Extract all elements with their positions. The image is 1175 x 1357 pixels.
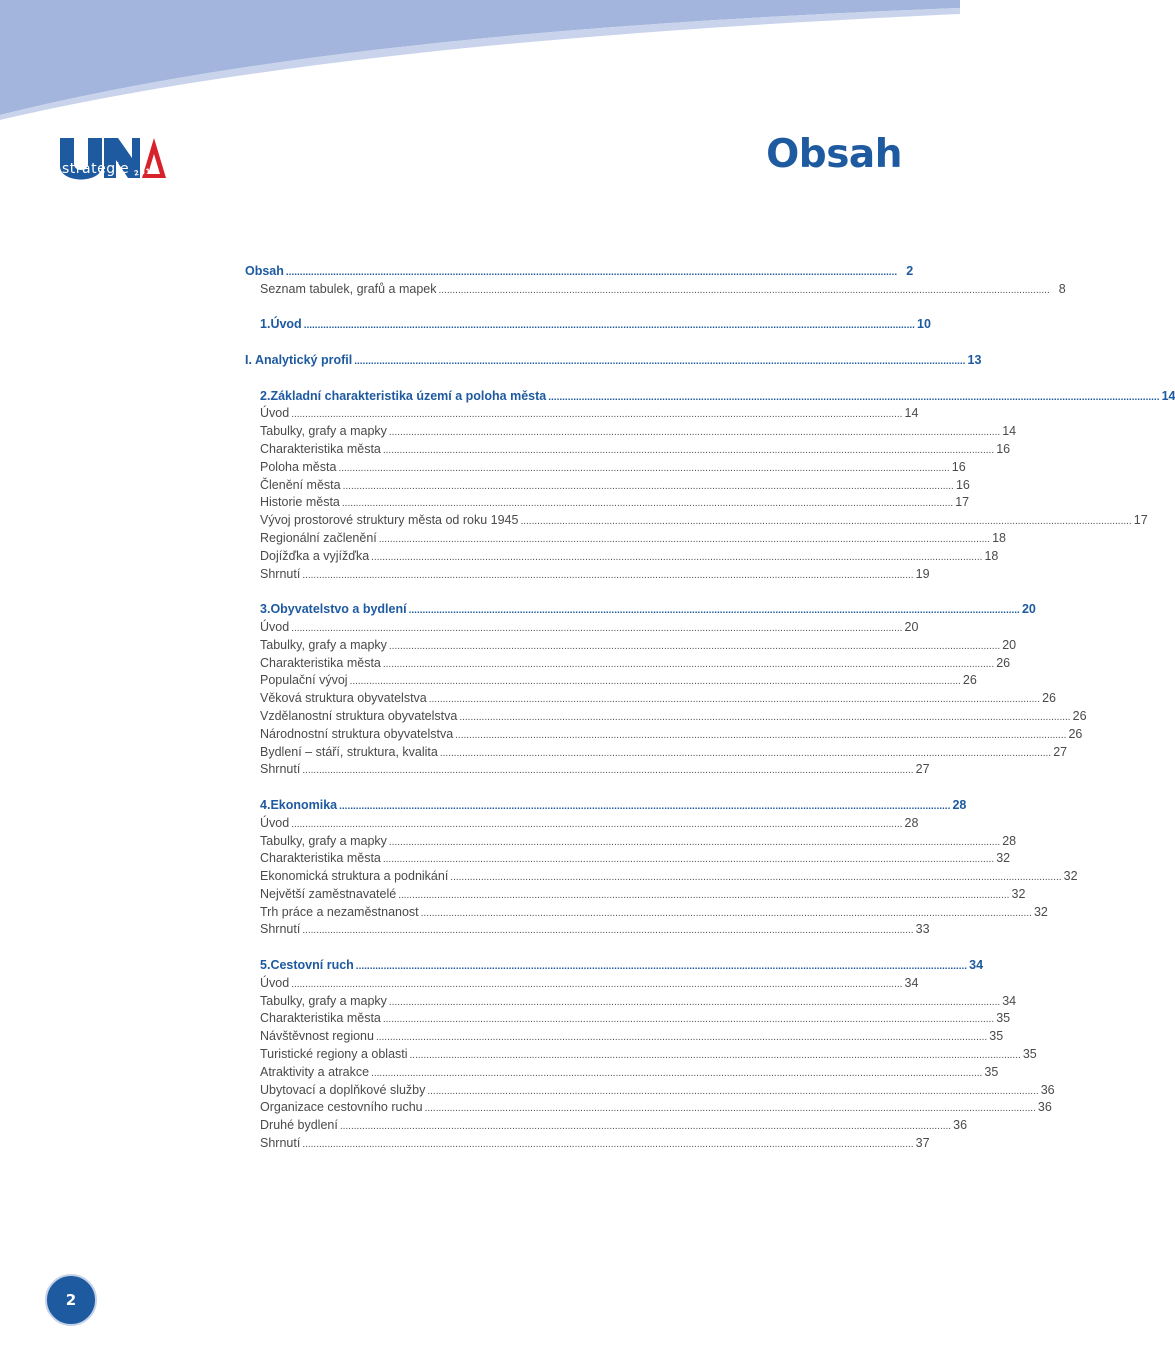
toc-entry[interactable]: [245, 904, 1048, 922]
toc-entry[interactable]: [245, 1135, 930, 1153]
toc-entry[interactable]: [245, 850, 1011, 868]
toc-entry-label: Vzdělanostní struktura obyvatelstva: [260, 708, 458, 723]
toc-entry-label: Návštěvnost regionu: [260, 1029, 374, 1044]
toc-dot-leader: ............................................................................................................................................................................................................................: [428, 694, 1040, 706]
toc-entry[interactable]: [245, 405, 919, 423]
toc-dot-leader: ............................................................................................................................................................................................................................: [291, 818, 903, 830]
toc-dot-leader: ............................................................................................................................................................................................................................: [339, 800, 951, 812]
toc-dot-leader: ............................................................................................................................................................................................................................: [349, 676, 961, 688]
toc-entry[interactable]: [245, 1046, 1037, 1064]
toc-entry-number: 3.: [260, 602, 271, 617]
toc-dot-leader: ............................................................................................................................................................................................................................: [548, 391, 1160, 403]
toc-entry-label: Vývoj prostorové struktury města od roku 1945: [260, 513, 519, 528]
toc-entry[interactable]: [245, 868, 1078, 886]
toc-dot-leader: ............................................................................................................................................................................................................................: [459, 711, 1071, 723]
toc-entry-page: 19: [915, 566, 930, 581]
toc-entry[interactable]: [245, 690, 1056, 708]
toc-entry[interactable]: [245, 672, 977, 690]
toc-entry-page: 26: [1072, 708, 1087, 723]
toc-entry-page: 14: [1002, 424, 1017, 439]
toc-entry[interactable]: [245, 441, 1011, 459]
toc-entry-label: Obyvatelstvo a bydlení: [270, 602, 407, 617]
toc-dot-leader: ............................................................................................................................................................................................................................: [388, 640, 1001, 652]
toc-entry-page: 36: [1040, 1082, 1055, 1097]
toc-entry-page: 32: [1033, 904, 1048, 919]
toc-entry-page: 28: [904, 815, 919, 830]
toc-entry-page: 36: [1037, 1100, 1052, 1115]
toc-entry-page: 27: [915, 762, 930, 777]
toc-entry-page: 18: [984, 548, 999, 563]
toc-dot-leader: ............................................................................................................................................................................................................................: [439, 747, 1052, 759]
toc-entry[interactable]: [245, 815, 919, 833]
toc-dot-leader: ............................................................................................................................................................................................................................: [375, 1032, 988, 1044]
toc-entry-page: 17: [955, 495, 970, 510]
toc-entry-page: 20: [904, 619, 919, 634]
toc-entry-page: 16: [955, 477, 970, 492]
toc-entry[interactable]: [245, 512, 1148, 530]
toc-entry-page: 34: [1002, 993, 1017, 1008]
toc-entry[interactable]: [245, 797, 967, 815]
toc-dot-leader: ............................................................................................................................................................................................................................: [342, 480, 954, 492]
toc-entry-number: 5.: [260, 958, 271, 973]
toc-entry[interactable]: [245, 601, 1036, 619]
toc-entry[interactable]: [245, 1099, 1052, 1117]
toc-entry-label: Shrnutí: [260, 566, 301, 581]
toc-entry-label: Úvod: [270, 317, 302, 332]
toc-entry-label: Věková struktura obyvatelstva: [260, 691, 427, 706]
toc-entry-label: Základní charakteristika území a poloha města: [270, 388, 547, 403]
toc-entry[interactable]: [245, 281, 1066, 299]
toc-entry-label: Úvod: [260, 619, 290, 634]
toc-entry-page: 26: [962, 673, 977, 688]
toc-dot-leader: ............................................................................................................................................................................................................................: [382, 444, 995, 456]
toc-entry-label: Turistické regiony a oblasti: [260, 1047, 408, 1062]
toc-entry-label: Dojížďka a vyjížďka: [260, 548, 370, 563]
toc-entry[interactable]: [245, 388, 1175, 406]
toc-entry-label: Regionální začlenění: [260, 530, 377, 545]
toc-dot-leader: ............................................................................................................................................................................................................................: [338, 462, 950, 474]
toc-dot-leader: ............................................................................................................................................................................................................................: [388, 427, 1001, 439]
toc-entry-page: 14: [904, 406, 919, 421]
toc-entry-label: Úvod: [260, 406, 290, 421]
toc-entry[interactable]: [245, 1010, 1011, 1028]
toc-entry-page: 27: [1053, 744, 1068, 759]
toc-dot-leader: ............................................................................................................................................................................................................................: [371, 1067, 983, 1079]
logo-year: 2015: [133, 166, 158, 178]
toc-entry-label: Trh práce a nezaměstnanost: [260, 904, 419, 919]
toc-entry[interactable]: [245, 637, 1017, 655]
toc-entry-page: 37: [915, 1136, 930, 1151]
toc-dot-leader: ............................................................................................................................................................................................................................: [302, 1139, 914, 1151]
toc-entry-label: Charakteristika města: [260, 1011, 381, 1026]
toc-entry[interactable]: [245, 566, 930, 584]
toc-entry-page: 34: [904, 975, 919, 990]
toc-entry-page: 26: [1042, 691, 1056, 706]
toc-entry-page: 26: [1068, 726, 1083, 741]
toc-entry-label: Atraktivity a atrakce: [260, 1064, 370, 1079]
toc-entry[interactable]: [245, 352, 982, 370]
toc-dot-leader: ............................................................................................................................................................................................................................: [382, 658, 995, 670]
toc-dot-leader: ............................................................................................................................................................................................................................: [355, 961, 968, 973]
toc-entry-label: Tabulky, grafy a mapky: [260, 833, 387, 848]
toc-entry[interactable]: [245, 494, 970, 512]
toc-entry[interactable]: [245, 1082, 1055, 1100]
toc-entry-label: Charakteristika města: [260, 655, 381, 670]
toc-entry-label: Úvod: [260, 815, 290, 830]
toc-entry[interactable]: [245, 619, 919, 637]
toc-entry-label: Shrnutí: [260, 922, 301, 937]
toc-entry-label: Ubytovací a doplňkové služby: [260, 1082, 426, 1097]
toc-entry-page: 10: [917, 317, 931, 332]
toc-dot-leader: ............................................................................................................................................................................................................................: [371, 551, 983, 563]
toc-entry-page: 16: [996, 441, 1011, 456]
toc-dot-leader: ............................................................................................................................................................................................................................: [302, 569, 914, 581]
toc-entry-page: 28: [952, 797, 967, 812]
toc-entry-number: 1.: [260, 317, 271, 332]
toc-dot-leader: ............................................................................................................................................................................................................................: [291, 622, 903, 634]
toc-entry-page: 17: [1133, 513, 1148, 528]
page-number-badge: 2: [45, 1274, 97, 1326]
toc-entry-page: 33: [915, 922, 930, 937]
toc-dot-leader: ............................................................................................................................................................................................................................: [388, 996, 1001, 1008]
toc-dot-leader: ............................................................................................................................................................................................................................: [438, 284, 1050, 296]
toc-entry-label: Shrnutí: [260, 762, 301, 777]
toc-entry-label: Členění města: [260, 477, 341, 492]
toc-entry-label: Obsah: [245, 264, 284, 278]
toc-entry-label: Organizace cestovního ruchu: [260, 1100, 423, 1115]
toc-entry-page: 36: [953, 1118, 968, 1133]
toc-entry-page: 26: [996, 655, 1011, 670]
page-title: Obsah: [766, 132, 902, 177]
toc-dot-leader: ............................................................................................................................................................................................................................: [450, 872, 1062, 884]
toc-dot-leader: ............................................................................................................................................................................................................................: [339, 1121, 952, 1133]
toc-entry-page: 35: [989, 1029, 1004, 1044]
toc-dot-leader: ............................................................................................................................................................................................................................: [388, 836, 1001, 848]
toc-entry-page: 13: [967, 352, 982, 367]
toc-dot-leader: ............................................................................................................................................................................................................................: [455, 729, 1067, 741]
table-of-contents: [245, 263, 1175, 1153]
toc-entry-label: Charakteristika města: [260, 441, 381, 456]
toc-entry-label: Ekonomika: [270, 797, 338, 812]
toc-entry-label: Národnostní struktura obyvatelstva: [260, 726, 454, 741]
toc-entry[interactable]: [245, 993, 1017, 1011]
toc-entry[interactable]: [245, 423, 1017, 441]
toc-entry-label: Cestovní ruch: [270, 958, 354, 973]
toc-entry-page: 16: [951, 459, 966, 474]
toc-dot-leader: ............................................................................................................................................................................................................................: [285, 267, 898, 278]
toc-entry-page: 14: [1161, 388, 1175, 403]
toc-dot-leader: ............................................................................................................................................................................................................................: [382, 1014, 995, 1026]
toc-entry[interactable]: [245, 1064, 999, 1082]
toc-entry[interactable]: [245, 957, 984, 975]
toc-dot-leader: ............................................................................................................................................................................................................................: [520, 516, 1132, 528]
toc-entry[interactable]: [245, 744, 1068, 762]
toc-entry[interactable]: [245, 316, 931, 334]
toc-entry-page: 18: [992, 530, 1006, 545]
toc-entry-page: 28: [1002, 833, 1017, 848]
toc-entry[interactable]: [245, 708, 1087, 726]
toc-entry-label: Populační vývoj: [260, 673, 348, 688]
header-swoosh-band: [0, 0, 960, 120]
toc-dot-leader: ............................................................................................................................................................................................................................: [354, 355, 966, 367]
toc-entry-label: Tabulky, grafy a mapky: [260, 424, 387, 439]
toc-entry-number: 2.: [260, 388, 271, 403]
toc-entry-label: Shrnutí: [260, 1136, 301, 1151]
toc-entry[interactable]: [245, 459, 966, 477]
toc-entry[interactable]: [245, 1028, 1004, 1046]
toc-entry-label: I. Analytický profil: [245, 352, 353, 367]
toc-entry[interactable]: [245, 975, 919, 993]
logo-text: strategie: [62, 161, 130, 177]
toc-dot-leader: ............................................................................................................................................................................................................................: [303, 320, 915, 332]
toc-entry-page: 20: [1002, 637, 1017, 652]
toc-entry-label: Tabulky, grafy a mapky: [260, 637, 387, 652]
toc-entry-page: 2: [906, 264, 914, 278]
toc-entry[interactable]: [245, 477, 970, 495]
toc-entry-label: Tabulky, grafy a mapky: [260, 993, 387, 1008]
toc-dot-leader: ............................................................................................................................................................................................................................: [382, 854, 995, 866]
toc-dot-leader: ............................................................................................................................................................................................................................: [341, 498, 954, 510]
toc-dot-leader: ............................................................................................................................................................................................................................: [302, 765, 914, 777]
toc-entry-page: 35: [1022, 1047, 1037, 1062]
toc-entry[interactable]: [245, 263, 914, 281]
toc-entry-page: 20: [1021, 602, 1036, 617]
toc-entry[interactable]: [245, 548, 999, 566]
toc-dot-leader: ............................................................................................................................................................................................................................: [291, 409, 903, 421]
toc-dot-leader: ............................................................................................................................................................................................................................: [408, 605, 1020, 617]
toc-entry-label: Poloha města: [260, 459, 337, 474]
toc-entry-label: Největší zaměstnavatelé: [260, 886, 397, 901]
toc-dot-leader: ............................................................................................................................................................................................................................: [398, 889, 1010, 901]
toc-dot-leader: ............................................................................................................................................................................................................................: [409, 1050, 1021, 1062]
toc-entry[interactable]: [245, 921, 930, 939]
toc-entry[interactable]: [245, 655, 1011, 673]
toc-entry[interactable]: [245, 833, 1017, 851]
toc-dot-leader: ............................................................................................................................................................................................................................: [427, 1085, 1039, 1097]
toc-dot-leader: ............................................................................................................................................................................................................................: [424, 1103, 1036, 1115]
toc-entry-label: Ekonomická struktura a podnikání: [260, 869, 449, 884]
toc-dot-leader: ............................................................................................................................................................................................................................: [291, 978, 903, 990]
toc-dot-leader: ............................................................................................................................................................................................................................: [378, 533, 990, 545]
toc-entry-page: 8: [1058, 281, 1066, 296]
toc-entry[interactable]: [245, 726, 1083, 744]
toc-entry[interactable]: [245, 761, 930, 779]
toc-entry-page: 35: [996, 1011, 1011, 1026]
toc-entry-page: 32: [1011, 886, 1026, 901]
toc-entry-label: Druhé bydlení: [260, 1118, 338, 1133]
toc-entry[interactable]: [245, 530, 1006, 548]
toc-entry-label: Charakteristika města: [260, 851, 381, 866]
toc-entry-page: 32: [1063, 869, 1078, 884]
toc-entry[interactable]: [245, 1117, 968, 1135]
toc-entry-label: Historie města: [260, 495, 340, 510]
toc-dot-leader: ............................................................................................................................................................................................................................: [420, 907, 1032, 919]
toc-entry-number: 4.: [260, 797, 271, 812]
toc-entry-page: 34: [969, 958, 984, 973]
toc-dot-leader: ............................................................................................................................................................................................................................: [302, 925, 914, 937]
toc-entry-page: 32: [996, 851, 1011, 866]
toc-entry-label: Bydlení – stáří, struktura, kvalita: [260, 744, 438, 759]
toc-entry-label: Úvod: [260, 975, 290, 990]
toc-entry-label: Seznam tabulek, grafů a mapek: [260, 281, 437, 296]
toc-entry-page: 35: [984, 1064, 999, 1079]
toc-entry[interactable]: [245, 886, 1026, 904]
